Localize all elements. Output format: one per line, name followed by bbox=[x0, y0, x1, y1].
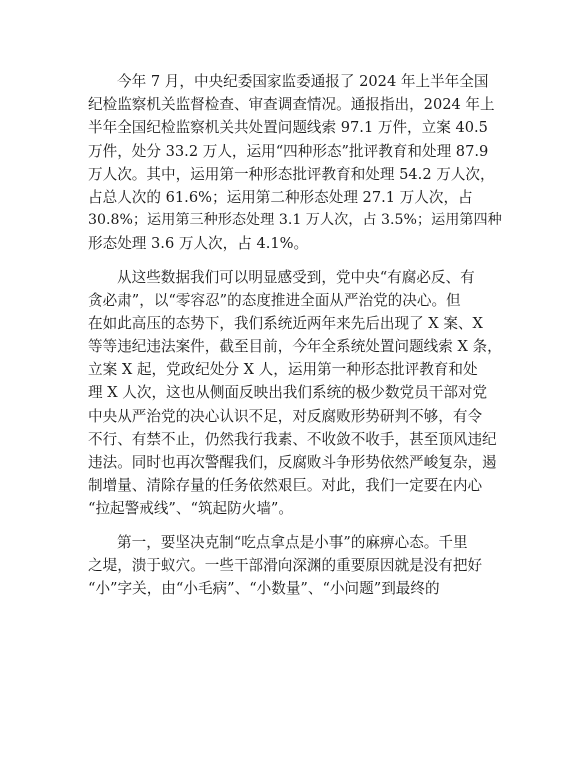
text-line: 理 X 人次，这也从侧面反映出我们系统的极少数党员干部对党 bbox=[88, 384, 488, 402]
text-line: 违法。同时也再次警醒我们，反腐败斗争形势依然严峻复杂，遏 bbox=[88, 454, 497, 471]
paragraph-3 bbox=[88, 531, 502, 601]
paragraph-spacing bbox=[88, 256, 502, 266]
text-line: 在如此高压的态势下，我们系统近两年来先后出现了 X 案、X bbox=[88, 314, 483, 332]
text-line: 不行、有禁不止，仍然我行我素、不收敛不收手，甚至顶风违纪 bbox=[88, 430, 497, 448]
text-line: 万人次。其中，运用第一种形态批评教育和处理 54.2 万人次， bbox=[88, 165, 495, 183]
text-line: “小”字关，由“小毛病”、“小数量”、“小问题”到最终的 bbox=[88, 579, 440, 597]
paragraph-spacing bbox=[88, 521, 502, 531]
text-line: 纪检监察机关监督检查、审查调查情况。通报指出，2024 年上 bbox=[88, 96, 495, 114]
text-line: 制增量、清除存量的任务依然艰巨。对此，我们一定要在内心 bbox=[88, 477, 483, 495]
text-line: 占总人次的 61.6%；运用第二种形态处理 27.1 万人次，占 bbox=[88, 188, 473, 206]
text-line: 半年全国纪检监察机关共处置问题线索 97.1 万件，立案 40.5 bbox=[88, 119, 488, 137]
paragraph-2 bbox=[88, 266, 502, 521]
text-line: 等等违纪违法案件，截至目前，今年全系统处置问题线索 X 条， bbox=[88, 338, 502, 356]
document-body bbox=[88, 70, 502, 600]
text-line: 之堤，溃于蚁穴。一些干部滑向深渊的重要原因就是没有把好 bbox=[88, 556, 483, 574]
paragraph-1 bbox=[88, 70, 502, 256]
text-line: 第一，要坚决克制“吃点拿点是小事”的麻痹心态。千里 bbox=[117, 533, 468, 551]
text-line: 从这些数据我们可以明显感受到，党中央“有腐必反、有 bbox=[117, 268, 475, 286]
text-line: 贪必肃”，以“零容忍”的态度推进全面从严治党的决心。但 bbox=[88, 291, 461, 309]
text-line: 今年 7 月，中央纪委国家监委通报了 2024 年上半年全国 bbox=[117, 73, 489, 90]
text-line: 立案 X 起，党政纪处分 X 人，运用第一种形态批评教育和处 bbox=[88, 361, 478, 379]
text-line: 形态处理 3.6 万人次，占 4.1%。 bbox=[88, 235, 309, 253]
text-line: 30.8%；运用第三种形态处理 3.1 万人次，占 3.5%；运用第四种 bbox=[88, 212, 502, 229]
text-line: 中央从严治党的决心认识不足，对反腐败形势研判不够，有令 bbox=[88, 407, 483, 425]
text-line: “拉起警戒线”、“筑起防火墙”。 bbox=[88, 500, 293, 518]
text-line: 万件，处分 33.2 万人，运用“四种形态”批评教育和处理 87.9 bbox=[88, 142, 489, 160]
